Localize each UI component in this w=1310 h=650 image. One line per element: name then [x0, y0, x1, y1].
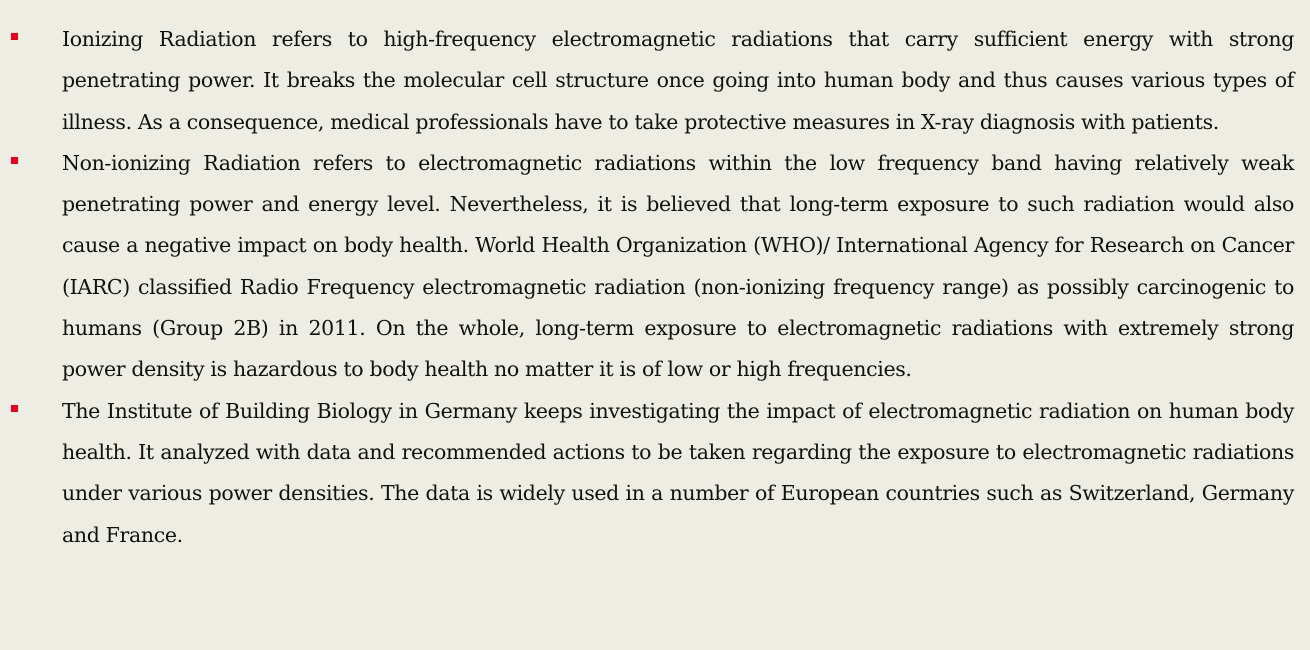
- list-item: [0, 143, 1294, 391]
- square-bullet-icon: [11, 405, 18, 412]
- paragraph-building-biology: The Institute of Building Biology in Germany keeps investigating the impact of electromagnetic radiation on human body health. It analyzed with data and recommended actions to be taken regarding the exposure to electromagnetic radiations under various power densities. The data is widely used in a number of European countries such as Switzerland, Germany and France.: [62, 398, 1294, 547]
- paragraph-ionizing-radiation: Ionizing Radiation refers to high-frequency electromagnetic radiations that carry sufficient energy with strong penetrating power. It breaks the molecular cell structure once going into human body and thus causes various types of illness. As a consequence, medical professionals have to take protective measures in X-ray diagnosis with patients.: [62, 27, 1294, 134]
- list-item: [0, 391, 1294, 556]
- bullet-list: [0, 19, 1310, 556]
- list-item: [0, 19, 1294, 143]
- paragraph-non-ionizing-radiation: Non-ionizing Radiation refers to electromagnetic radiations within the low frequency band having relatively weak penetrating power and energy level. Nevertheless, it is believed that long-term exposure to such radiation would also cause a negative impact on body health. World Health Organization (WHO)/ International Agency for Research on Cancer (IARC) classified Radio Frequency electromagnetic radiation (non-ionizing frequency range) as possibly carcinogenic to humans (Group 2B) in 2011. On the whole, long-term exposure to electromagnetic radiations with extremely strong power density is hazardous to body health no matter it is of low or high frequencies.: [62, 150, 1294, 382]
- square-bullet-icon: [11, 33, 18, 40]
- square-bullet-icon: [11, 157, 18, 164]
